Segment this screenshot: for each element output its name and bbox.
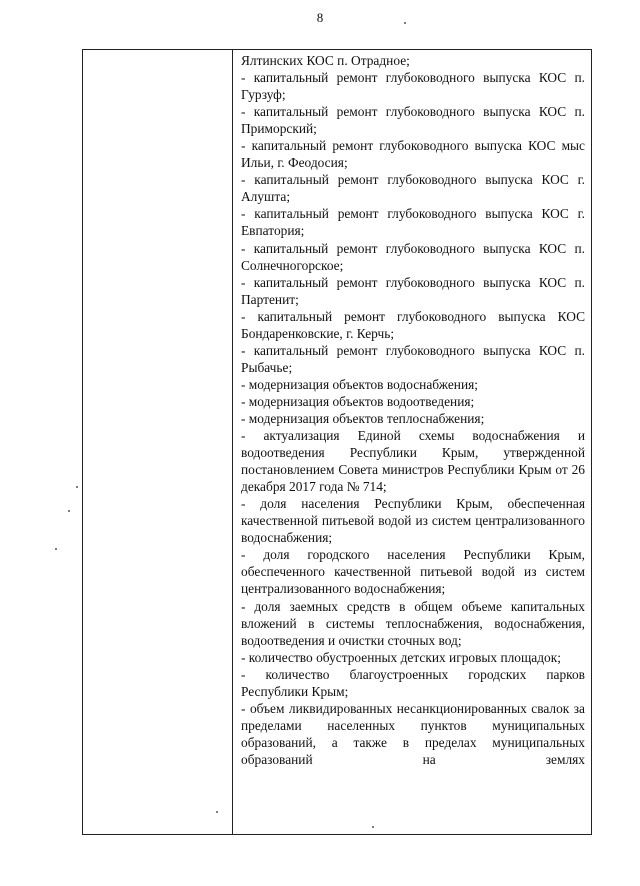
scan-speck <box>372 826 374 828</box>
list-item: - доля населения Республики Крым, обеспеченная качественной питьевой водой из систем централизованного водоснабжения; <box>241 496 585 546</box>
list-item: Ялтинских КОС п. Отрадное; <box>241 53 410 68</box>
list-item: - актуализация Единой схемы водоснабжения и водоотведения Республики Крым, утвержденной постановлением Совета министров Республики Крым от 26 декабря 2017 года № 714; <box>241 428 585 495</box>
list-item: - капитальный ремонт глубоководного выпуска КОС п. Солнечногорское; <box>241 240 585 273</box>
list-item: - количество обустроенных детских игровых площадок; <box>241 649 561 665</box>
scan-speck <box>76 486 78 488</box>
left-table-cell <box>82 49 232 835</box>
scan-speck <box>55 548 57 550</box>
list-item: - модернизация объектов водоснабжения; <box>241 376 479 392</box>
scan-speck <box>216 811 218 813</box>
right-table-cell <box>241 52 585 768</box>
list-item: - доля заемных средств в общем объеме капитальных вложений в системы теплоснабжения, водоснабжения, водоотведения и очистки сточных вод; <box>241 598 585 648</box>
list-item: - объем ликвидированных несанкционированных свалок за пределами населенных пунктов муниципальных образований, а также в пределах муниципальных образований на землях <box>241 700 585 767</box>
list-item: - капитальный ремонт глубоководного выпуска КОС мыс Ильи, г. Феодосия; <box>241 138 585 171</box>
scan-speck <box>404 22 406 24</box>
list-item: - капитальный ремонт глубоководного выпуска КОС Бондаренковские, г. Керчь; <box>241 308 585 341</box>
list-item: - модернизация объектов теплоснабжения; <box>241 410 485 426</box>
page-number: 8 <box>316 10 324 25</box>
list-item: - капитальный ремонт глубоководного выпуска КОС п. Гурзуф; <box>241 70 585 103</box>
list-item: - количество благоустроенных городских парков Республики Крым; <box>241 666 585 699</box>
list-item: - доля городского населения Республики Крым, обеспеченного качественной питьевой водой из систем централизованного водоснабжения; <box>241 547 585 597</box>
list-item: - модернизация объектов водоотведения; <box>241 393 475 409</box>
list-item: - капитальный ремонт глубоководного выпуска КОС п. Приморский; <box>241 104 585 137</box>
scan-speck <box>68 510 70 512</box>
list-item: - капитальный ремонт глубоководного выпуска КОС г. Евпатория; <box>241 206 585 239</box>
list-item: - капитальный ремонт глубоководного выпуска КОС г. Алушта; <box>241 172 585 205</box>
list-item: - капитальный ремонт глубоководного выпуска КОС п. Партенит; <box>241 274 585 307</box>
list-item: - капитальный ремонт глубоководного выпуска КОС п. Рыбачье; <box>241 342 585 375</box>
column-divider <box>232 49 233 835</box>
